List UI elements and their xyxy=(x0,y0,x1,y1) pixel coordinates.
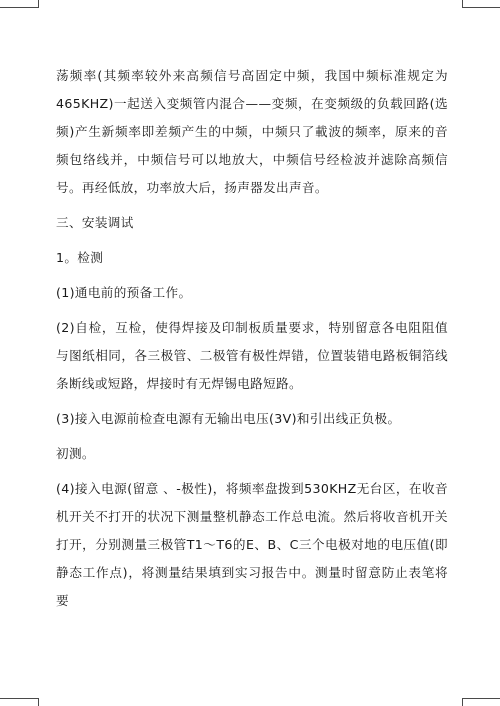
crop-mark-top-left xyxy=(0,7,38,8)
crop-mark-bottom-right xyxy=(463,698,500,699)
crop-mark-bottom-left xyxy=(0,698,38,699)
document-body xyxy=(56,62,448,615)
subsection-heading-detection: 1。检测 xyxy=(56,250,104,265)
paragraph-principle: 荡频率(其频率较外来高频信号高固定中频，我国中频标准规定为465KHZ)一起送入变频管内混合——变频，在变频级的负载回路(选频)产生新频率即差频产生的中频，中频只了載波的频率，原来的音频包络线并，中频信号可以地放大，中频信号经检波并滤除高频信号。再经低放，功率放大后，扬声器发出声音。 xyxy=(56,68,448,195)
crop-mark-top-right xyxy=(463,7,500,8)
paragraph-step-4: (4)接入电源(留意 、-极性)，将频率盘拨到530KHZ无台区，在收音机开关不打开的状况下测量整机静态工作总电流。然后将收音机开关打开，分别测量三极管T1～T6的E、B、C三个电极对地的电压值(即静态工作点)，将测量结果填到实习报告中。测量时留意防止表笔将要 xyxy=(56,481,448,608)
paragraph-step-1: (1)通电前的预备工作。 xyxy=(56,285,192,300)
paragraph-initial-test: 初测。 xyxy=(56,446,95,461)
crop-mark-bottom-left-vertical xyxy=(38,698,39,706)
crop-mark-bottom-right-vertical xyxy=(462,698,463,706)
section-heading-install-debug: 三、安装调试 xyxy=(56,215,134,230)
paragraph-step-3: (3)接入电源前检查电源有无输出电压(3V)和引出线正负极。 xyxy=(56,411,401,426)
crop-mark-top-right-vertical xyxy=(462,0,463,8)
paragraph-step-2: (2)自检，互检，使得焊接及印制板质量要求，特别留意各电阻阻值与图纸相同，各三极管、二极管有极性焊错，位置装错电路板铜箔线条断线或短路，焊接时有无焊锡电路短路。 xyxy=(56,320,448,391)
crop-mark-top-left-vertical xyxy=(38,0,39,8)
